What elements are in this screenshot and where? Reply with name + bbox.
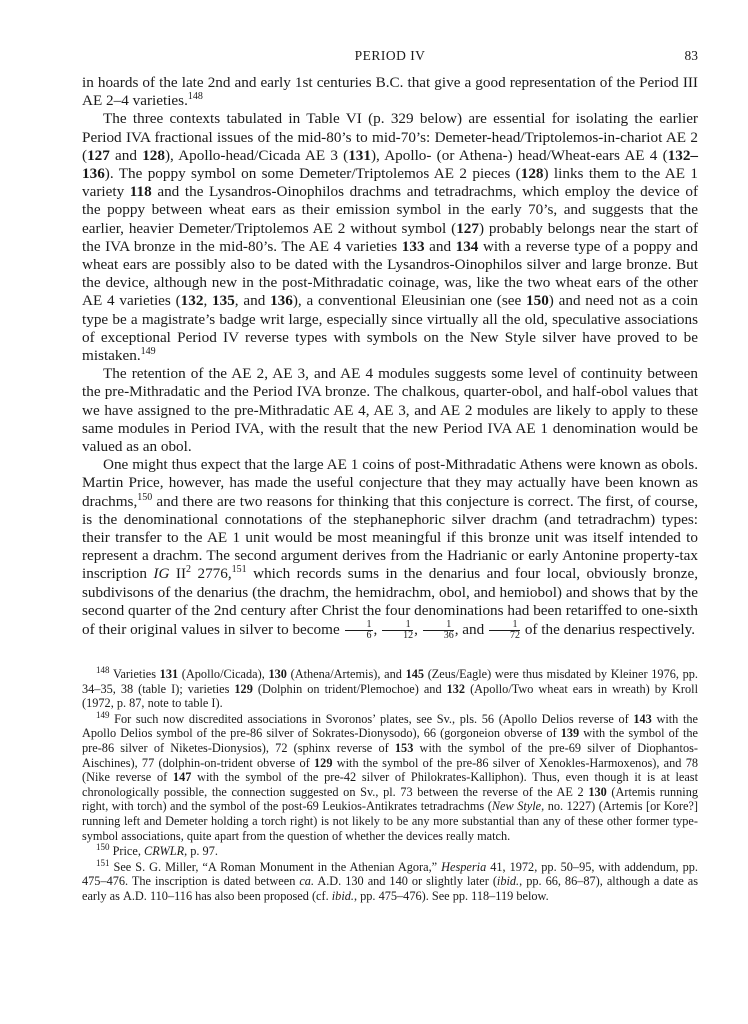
footnote-ref-148[interactable]: 148 (187, 91, 203, 103)
footnote-148: $^{148}$ Varieties 131 (Apollo/Cicada), 130 (Athena/Artemis), and 145 (Zeus/Eagle) were thus misdated by Kleiner 1976, pp. 34–35, 38 (table I); varieties 129 (Dolphin on trident/Plemochoe) and 132 (Apollo/Two wheat ears in wreath) by Kroll (1972, p. 87, note to table I). (82, 665, 698, 711)
footnote-ref-151[interactable]: 151 (231, 564, 247, 576)
footnote-150: $^{150}$ Price, CRWLR, p. 97. (96, 842, 218, 859)
footnote-ref-149[interactable]: 149 (140, 345, 156, 357)
footnote-ref-150[interactable]: 150 (137, 491, 153, 503)
fraction-1-36: $\frac{1}{36}$ (423, 620, 454, 641)
footnotes (82, 667, 698, 904)
footnote-151: $^{151}$ See S. G. Miller, “A Roman Monument in the Athenian Agora,” Hesperia 41, 1972, pp. 50–95, with addendum, pp. 475–476. The inscription is dated between ca. A.D. 130 and 140 or slightly later (ibid., pp. 66, 86–87), although a date as early as A.D. 110–116 has also been proposed (cf. ibid., pp. 475–476). See pp. 118–119 below. (82, 857, 699, 903)
fraction-1-12: $\frac{1}{12}$ (382, 620, 413, 641)
page-number: 83 (684, 48, 698, 63)
paragraph-2: The retention of the AE 2, AE 3, and AE 4 modules suggests some level of continuity between the pre-Mithradatic and the Period IVA bronze. The chalkous, quarter-obol, and half-obol values that we have assigned to the pre-Mithradatic AE 4, AE 3, and AE 2 modules are likely to apply to these same modules in Period IVA, with the result that the new Period IVA AE 1 denomination would be valued as an obol. (82, 365, 698, 456)
main-text (82, 74, 698, 641)
fraction-1-72: $\frac{1}{72}$ (489, 620, 520, 641)
fraction-1-6: $\frac{1}{6}$ (345, 620, 373, 641)
footnote-149: $^{149}$ For such now discredited associations in Svoronos’ plates, see Sv., pls. 56 (Apollo Delios reverse of 143 with the Apollo Delios symbol of the pre-86 silver of Sokrates-Dionysodo), 66 (gorgoneion obverse of 139 with the symbol of the pre-86 silver of Niketes-Dionysios), 72 (sphinx reverse of 153 with the symbol of the pre-69 silver of Diophantos-Aischines), 77 (dolphin-on-trident obverse of 129 with the symbol of the pre-86 silver of Xenokles-Harmoxenos), and 78 (Nike reverse of 147 with the symbol of the pre-42 silver of Philokrates-Kalliphon). Thus, even though it is at least chronologically possible, the connection suggested on Sv., pl. 73 between the reverse of the AE 2 130 (Artemis running right, with torch) and the symbol of the post-69 Leukios-Antikrates tetradrachms (New Style, no. 1227) (Artemis [or Kore?] running left and Demeter holding a torch right) is not likely to be any more substantial than any of these other former type-symbol associations, quite apart from the question of whether the devices really match. (82, 709, 698, 843)
paragraph-3: One might thus expect that the large AE 1 coins of post-Mithradatic Athens were known as obols. Martin Price, however, has made the useful conjecture that they may actually have been known as drachms,$^{150}$ and there are two reasons for thinking that this conjecture is correct. The first, of course, is the denominational connotations of the stephanephoric silver drachm (and tetradrachm) types: their transfer to the AE 1 unit would be most meaningful if this bronze unit was itself intended to represent a drachm. The second argument derives from the Hadrianic or early Antonine property-tax inscription IG $II^2$ 2776,$^{151}$ which records sums in the denarius and four local, obviously bronze, subdivisons of the denarius (the drachm, the hemidrachm, obol, and hemiobol) and shows that by the second quarter of the 2nd century after Christ the four denominations had been retariffed to one-sixth of their original values in silver to become $\frac{1}{6}$ , $\frac{1}{12}$ , $\frac{1}{36}$ , and $\frac{1}{72}$ of the denarius respectively. (82, 456, 699, 642)
running-title: PERIOD IV (354, 48, 426, 63)
paragraph-1: The three contexts tabulated in Table VI (p. 329 below) are essential for isolating the earlier Period IVA fractional issues of the mid-80’s to mid-70’s: Demeter-head/Triptolemos-in-chariot AE 2 (127 and 128), Apollo-head/Cicada AE 3 (131), Apollo- (or Athena-) head/Wheat-ears AE 4 (132–136). The poppy symbol on some Demeter/Triptolemos AE 2 pieces (128) links them to the AE 1 variety 118 and the Lysandros-Oinophilos drachms and tetradrachms, which employ the device of the poppy between wheat ears as their emission symbol in the early 70’s, and suggests that the earlier, heavier Demeter/Triptolemos AE 2 without symbol (127) probably belongs near the start of the IVA bronze in the mid-80’s. The AE 4 varieties 133 and 134 with a reverse type of a poppy and wheat ears are possibly also to be dated with the Lysandros-Oinophilos silver and large bronze. But the device, although new in the post-Mithradatic coinage, was, like the two wheat ears of the other AE 4 varieties (132, 135, and 136), a conventional Eleusinian one (see 150) and need not as a coin type be a magistrate’s badge writ large, especially since virtually all the old, speculative associations of exceptional Period IV reverse types with symbols on the New Style silver have proved to be mistaken.$^{149}$ (82, 110, 699, 365)
running-header (82, 48, 698, 74)
paragraph-0: in hoards of the late 2nd and early 1st centuries B.C. that give a good representation of the Period III AE 2–4 varieties.$^{148}$ (82, 74, 698, 110)
